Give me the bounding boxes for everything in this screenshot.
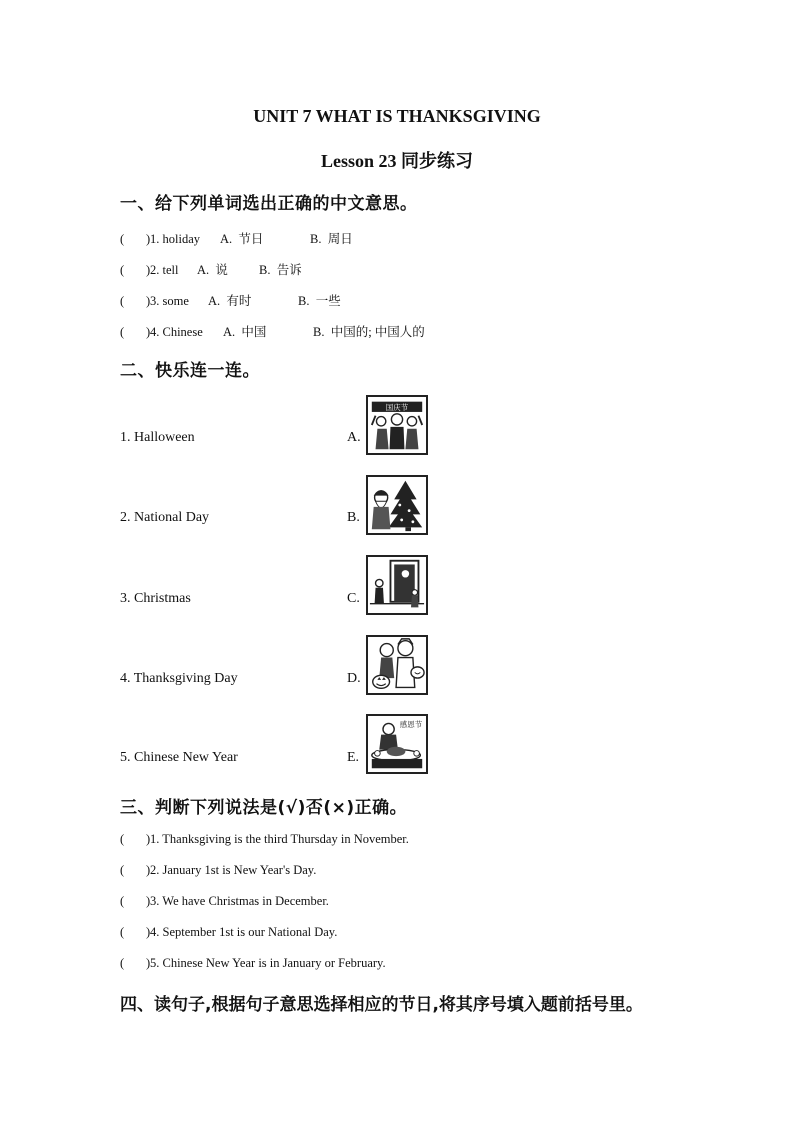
banner-text: 国庆节 <box>385 403 409 413</box>
judge-question-4 <box>120 925 337 940</box>
judge-question-2 <box>120 863 316 878</box>
section4-heading: 四、读句子,根据句子意思选择相应的节日,将其序号填入题前括号里。 <box>120 995 643 1015</box>
statement-text: 4. September 1st is our National Day. <box>150 925 338 939</box>
thanksgiving-dinner-picture[interactable] <box>366 714 428 774</box>
statement-text: 2. January 1st is New Year's Day. <box>150 863 317 877</box>
christmas-tree-santa-picture[interactable] <box>366 475 428 535</box>
section1-heading: 一、给下列单词选出正确的中文意思。 <box>120 194 418 214</box>
match-left-2: 2. National Day <box>120 510 210 525</box>
option-b: B. 中国的; 中国人的 <box>313 325 425 339</box>
answer-blank[interactable]: ( ) <box>120 263 151 277</box>
option-b: B. 一些 <box>298 294 341 308</box>
answer-blank[interactable]: ( ) <box>120 925 151 939</box>
christmas-illustration <box>368 477 426 533</box>
vocab-question-3 <box>120 291 341 309</box>
national-day-celebration-picture[interactable] <box>366 395 428 455</box>
door-visit-illustration <box>368 557 426 613</box>
answer-blank[interactable]: ( ) <box>120 894 151 908</box>
vocab-question-2 <box>120 260 302 278</box>
national-day-illustration <box>368 397 426 453</box>
lesson-title: Lesson 23 同步练习 <box>320 151 473 171</box>
statement-text: 3. We have Christmas in December. <box>150 894 329 908</box>
answer-blank[interactable]: ( ) <box>120 863 151 877</box>
option-b: B. 告诉 <box>259 263 302 277</box>
answer-blank[interactable]: ( ) <box>120 232 151 246</box>
answer-blank[interactable]: ( ) <box>120 956 151 970</box>
option-a: A. 节日 <box>220 232 264 246</box>
halloween-illustration <box>368 637 426 693</box>
vocab-word: 2. tell <box>150 263 179 277</box>
judge-question-5 <box>120 956 386 971</box>
section3-heading: 三、判断下列说法是(√)否(×)正确。 <box>120 798 408 818</box>
vocab-question-4 <box>120 322 425 340</box>
answer-blank[interactable]: ( ) <box>120 325 151 339</box>
match-left-1: 1. Halloween <box>120 430 195 445</box>
thanksgiving-illustration <box>368 716 426 772</box>
match-letter-d: D. <box>347 671 361 686</box>
judge-question-1 <box>120 832 409 847</box>
match-letter-b: B. <box>347 510 360 525</box>
match-left-3: 3. Christmas <box>120 591 191 606</box>
unit-title: UNIT 7 WHAT IS THANKSGIVING <box>253 106 541 126</box>
vocab-question-1 <box>120 229 353 247</box>
option-a: A. 说 <box>197 263 228 277</box>
statement-text: 5. Chinese New Year is in January or February. <box>150 956 386 970</box>
match-left-5: 5. Chinese New Year <box>120 750 238 765</box>
vocab-word: 4. Chinese <box>150 325 203 339</box>
halloween-pumpkin-picture[interactable] <box>366 635 428 695</box>
judge-question-3 <box>120 894 329 909</box>
match-left-4: 4. Thanksgiving Day <box>120 671 238 686</box>
section2-heading: 二、快乐连一连。 <box>120 361 260 381</box>
banner-text: 感恩节 <box>399 720 423 730</box>
vocab-word: 3. some <box>150 294 189 308</box>
match-letter-e: E. <box>347 750 360 765</box>
option-a: A. 有时 <box>208 294 252 308</box>
answer-blank[interactable]: ( ) <box>120 294 151 308</box>
answer-blank[interactable]: ( ) <box>120 832 151 846</box>
vocab-word: 1. holiday <box>150 232 200 246</box>
match-letter-c: C. <box>347 591 360 606</box>
match-letter-a: A. <box>347 430 361 445</box>
statement-text: 1. Thanksgiving is the third Thursday in November. <box>150 832 409 846</box>
option-b: B. 周日 <box>310 232 353 246</box>
children-at-door-picture[interactable] <box>366 555 428 615</box>
option-a: A. 中国 <box>223 325 267 339</box>
